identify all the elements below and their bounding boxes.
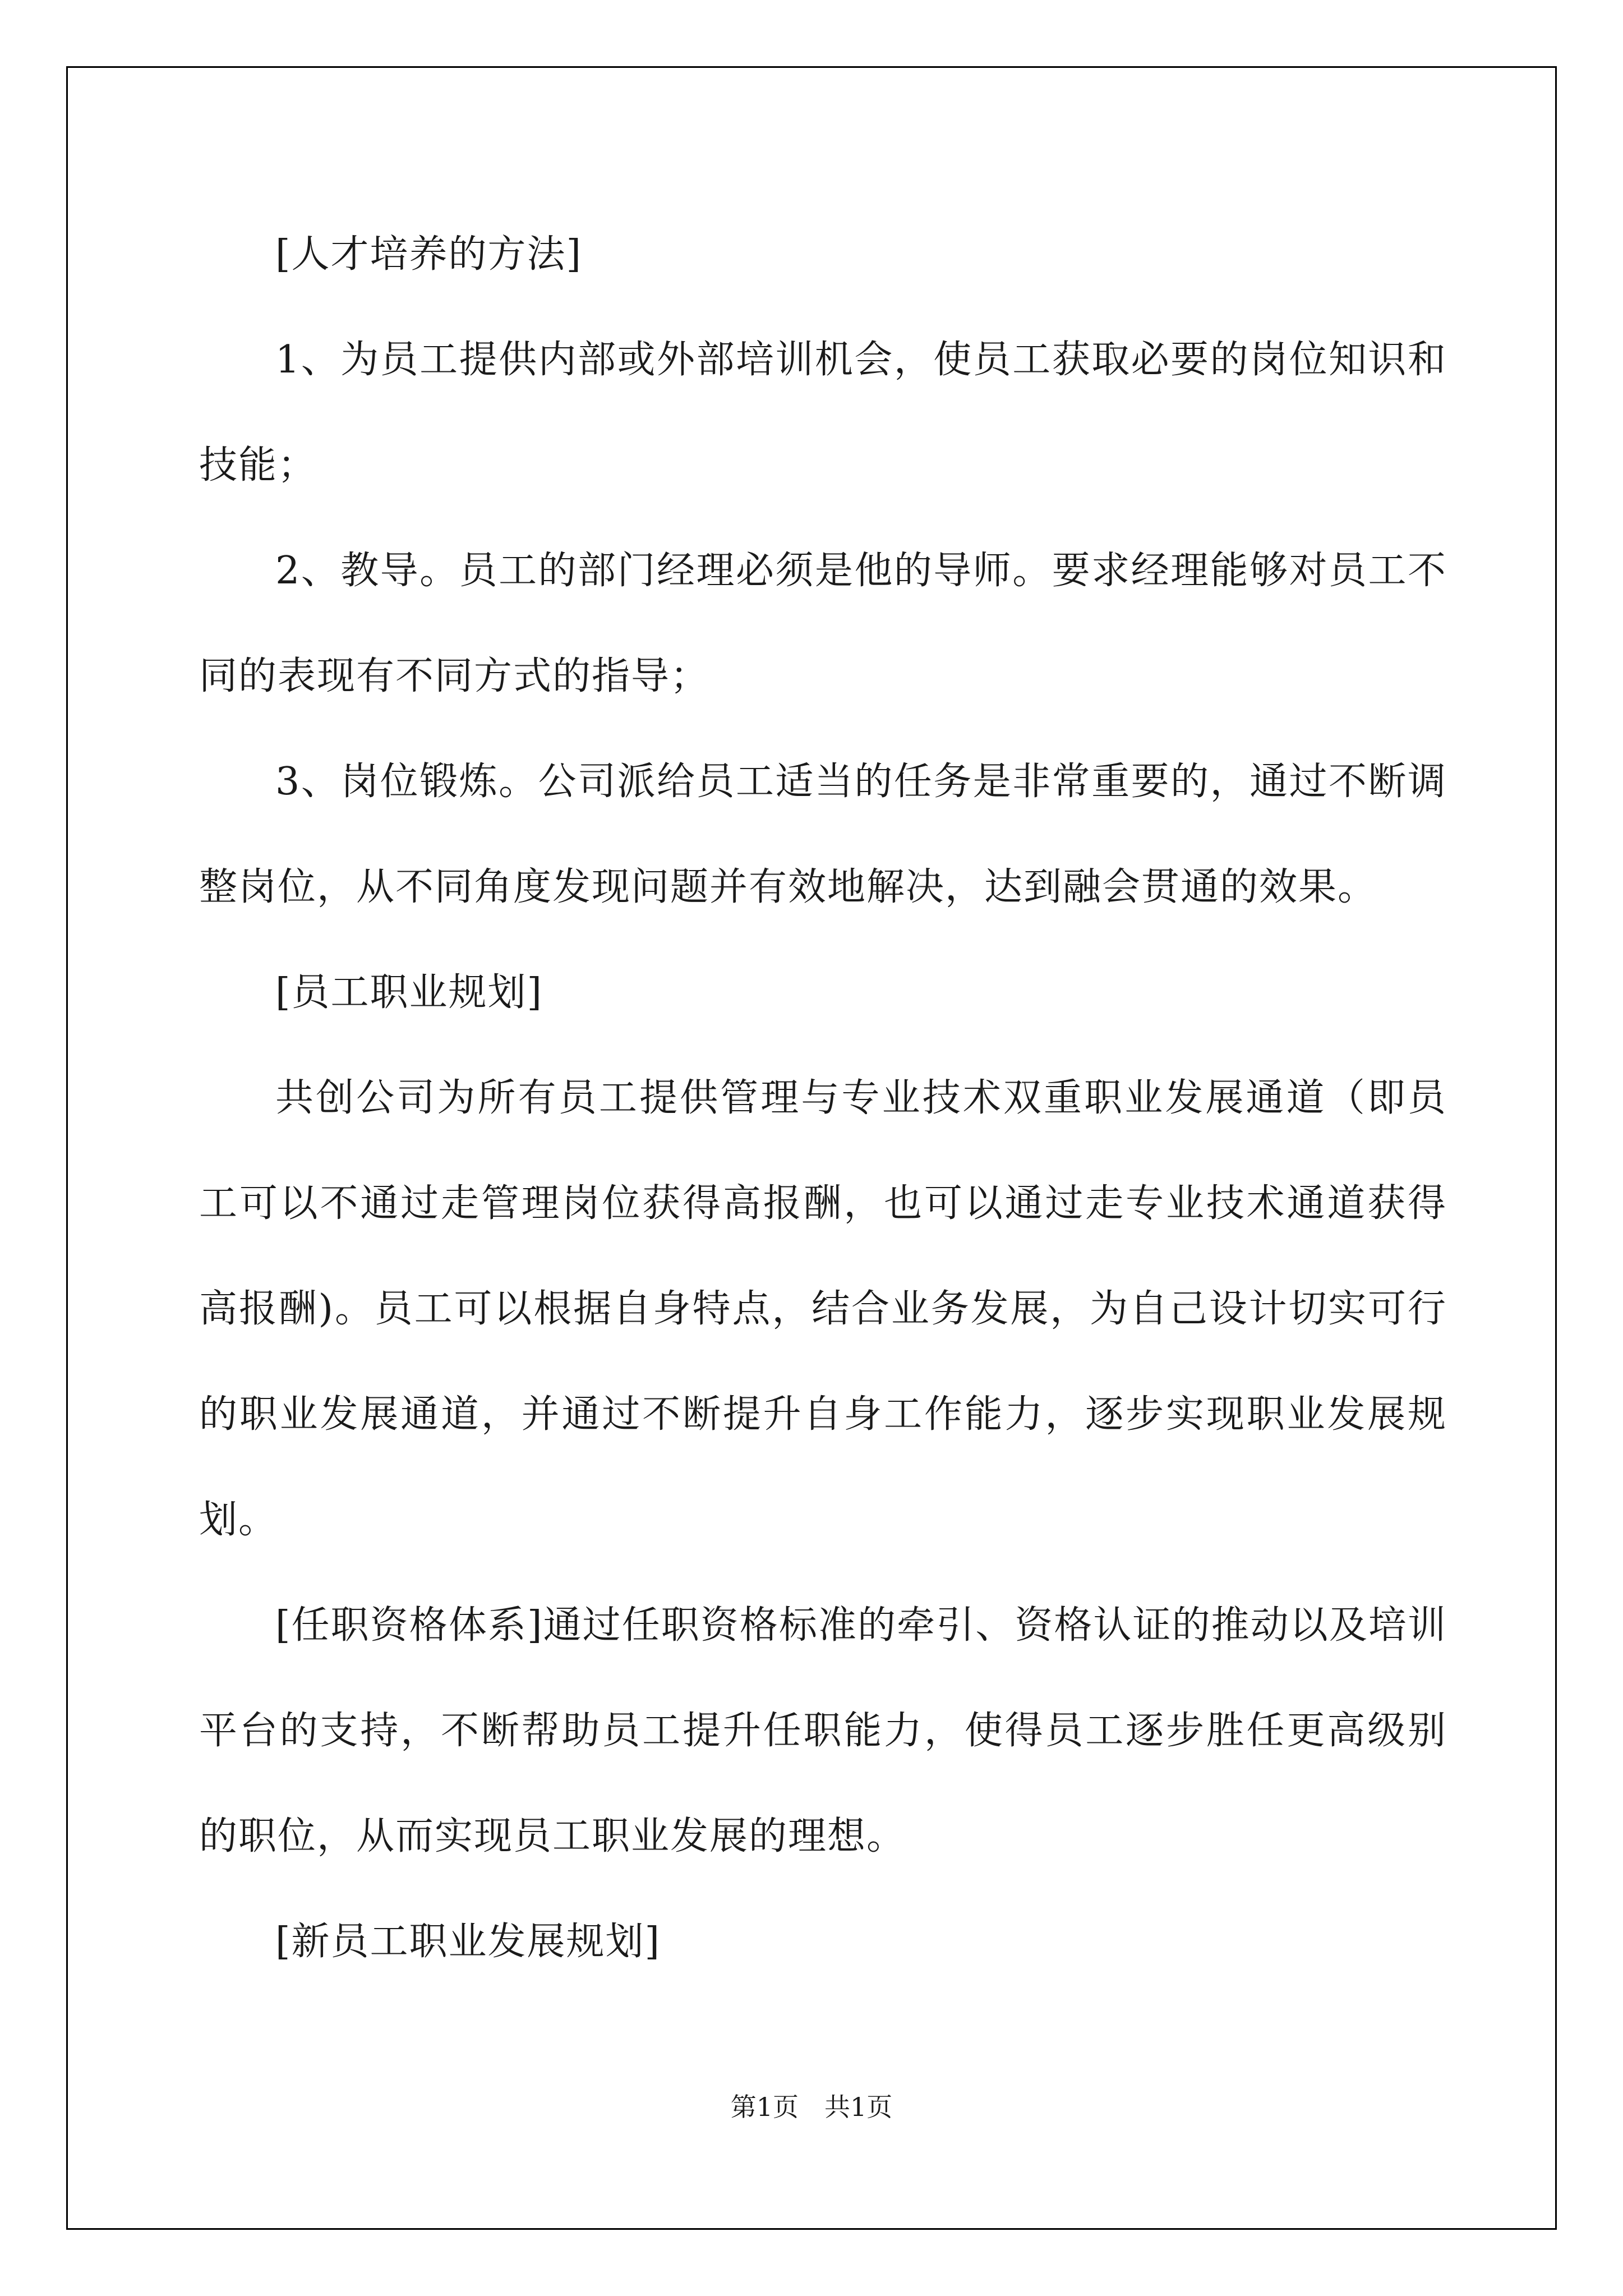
- paragraph-dual-career-path: 共创公司为所有员工提供管理与专业技术双重职业发展通道（即员工可以不通过走管理岗位获得高报酬，也可以通过走专业技术通道获得高报酬)。员工可以根据自身特点，结合业务发展，为自己设计切实可行的职业发展通道，并通过不断提升自身工作能力，逐步实现职业发展规划。: [199, 1076, 1447, 1542]
- paragraph-mentoring: 2、教导。员工的部门经理必须是他的导师。要求经理能够对员工不同的表现有不同方式的指导；: [199, 549, 1447, 698]
- section-heading-career-planning: [员工职业规划]: [275, 970, 543, 1015]
- paragraph-training-opportunities: 1、为员工提供内部或外部培训机会，使员工获取必要的岗位知识和技能；: [199, 338, 1447, 487]
- section-heading-new-employee-planning: [新员工职业发展规划]: [275, 1920, 661, 1964]
- document-body: [199, 202, 1447, 1995]
- paragraph-qualification-system: [任职资格体系]通过任职资格标准的牵引、资格认证的推动以及培训平台的支持，不断帮助员工提升任职能力，使得员工逐步胜任更高级别的职位，从而实现员工职业发展的理想。: [199, 1603, 1447, 1858]
- section-heading-talent-training: [人才培养的方法]: [275, 232, 583, 277]
- page-footer-label: 第1页 共1页: [730, 2092, 893, 2122]
- paragraph-job-rotation: 3、岗位锻炼。公司派给员工适当的任务是非常重要的，通过不断调整岗位，从不同角度发现问题并有效地解决，达到融会贯通的效果。: [199, 760, 1447, 909]
